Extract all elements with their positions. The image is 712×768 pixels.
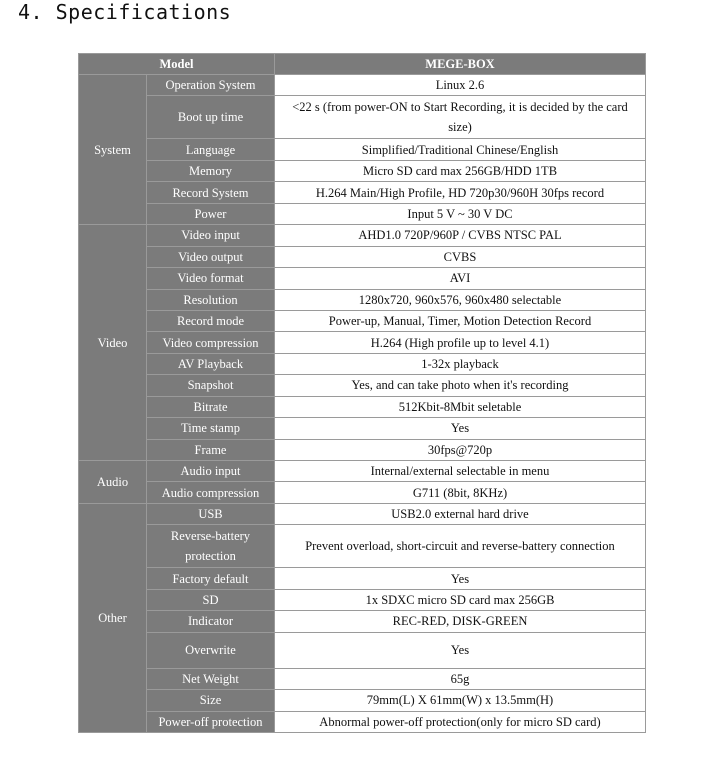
- spec-value: Yes: [275, 568, 646, 589]
- spec-value: 30fps@720p: [275, 439, 646, 460]
- spec-label: Time stamp: [147, 418, 275, 439]
- spec-label: Record System: [147, 182, 275, 203]
- group-label-other: Other: [79, 503, 147, 732]
- spec-label: Video format: [147, 268, 275, 289]
- spec-label: Net Weight: [147, 668, 275, 689]
- spec-value: Simplified/Traditional Chinese/English: [275, 139, 646, 160]
- table-row: [79, 375, 646, 396]
- spec-label: Size: [147, 690, 275, 711]
- spec-table: [78, 53, 646, 733]
- table-row: [79, 289, 646, 310]
- table-row: [79, 589, 646, 610]
- spec-label: Reverse-battery protection: [147, 525, 275, 568]
- spec-label: SD: [147, 589, 275, 610]
- group-label-video: Video: [79, 225, 147, 461]
- spec-label: Boot up time: [147, 96, 275, 139]
- table-row: [79, 503, 646, 524]
- table-row: [79, 182, 646, 203]
- spec-value: <22 s (from power-ON to Start Recording, it is decided by the card size): [275, 96, 646, 139]
- table-row: [79, 353, 646, 374]
- spec-value: H.264 (High profile up to level 4.1): [275, 332, 646, 353]
- table-row: [79, 690, 646, 711]
- spec-value: Yes, and can take photo when it's recording: [275, 375, 646, 396]
- spec-value: 65g: [275, 668, 646, 689]
- table-row: [79, 525, 646, 568]
- spec-label: Operation System: [147, 75, 275, 96]
- spec-label: AV Playback: [147, 353, 275, 374]
- spec-label: Video input: [147, 225, 275, 246]
- spec-value: Abnormal power-off protection(only for micro SD card): [275, 711, 646, 732]
- spec-value: AVI: [275, 268, 646, 289]
- table-row: [79, 225, 646, 246]
- spec-table-body: [79, 75, 646, 733]
- table-row: [79, 568, 646, 589]
- spec-label: Audio compression: [147, 482, 275, 503]
- spec-label: Language: [147, 139, 275, 160]
- table-row: [79, 268, 646, 289]
- header-model: Model: [79, 54, 275, 75]
- table-row: [79, 203, 646, 224]
- spec-value: Input 5 V ~ 30 V DC: [275, 203, 646, 224]
- table-row: [79, 482, 646, 503]
- table-row: [79, 611, 646, 632]
- table-row: [79, 711, 646, 732]
- spec-value: AHD1.0 720P/960P / CVBS NTSC PAL: [275, 225, 646, 246]
- table-row: [79, 96, 646, 139]
- table-row: [79, 396, 646, 417]
- table-header-row: [79, 54, 646, 75]
- table-row: [79, 461, 646, 482]
- table-row: [79, 160, 646, 181]
- spec-value: 1-32x playback: [275, 353, 646, 374]
- spec-value: REC-RED, DISK-GREEN: [275, 611, 646, 632]
- table-row: [79, 418, 646, 439]
- spec-value: Power-up, Manual, Timer, Motion Detection Record: [275, 310, 646, 331]
- spec-value: 512Kbit-8Mbit seletable: [275, 396, 646, 417]
- spec-label: Video compression: [147, 332, 275, 353]
- spec-value: Yes: [275, 418, 646, 439]
- table-row: [79, 668, 646, 689]
- spec-label: Power-off protection: [147, 711, 275, 732]
- spec-value: Micro SD card max 256GB/HDD 1TB: [275, 160, 646, 181]
- spec-label: Resolution: [147, 289, 275, 310]
- table-row: [79, 310, 646, 331]
- section-heading: 4. Specifications: [18, 0, 232, 24]
- spec-value: 1280x720, 960x576, 960x480 selectable: [275, 289, 646, 310]
- spec-value: Linux 2.6: [275, 75, 646, 96]
- spec-label: Overwrite: [147, 632, 275, 668]
- table-row: [79, 332, 646, 353]
- spec-label: Audio input: [147, 461, 275, 482]
- spec-label: Bitrate: [147, 396, 275, 417]
- spec-value: H.264 Main/High Profile, HD 720p30/960H 30fps record: [275, 182, 646, 203]
- spec-label: Frame: [147, 439, 275, 460]
- spec-label: Indicator: [147, 611, 275, 632]
- spec-label: Record mode: [147, 310, 275, 331]
- spec-value: Prevent overload, short-circuit and reverse-battery connection: [275, 525, 646, 568]
- header-product: MEGE-BOX: [275, 54, 646, 75]
- group-label-audio: Audio: [79, 461, 147, 504]
- spec-label: USB: [147, 503, 275, 524]
- table-row: [79, 75, 646, 96]
- spec-label: Snapshot: [147, 375, 275, 396]
- spec-value: Internal/external selectable in menu: [275, 461, 646, 482]
- spec-label: Video output: [147, 246, 275, 267]
- spec-value: G711 (8bit, 8KHz): [275, 482, 646, 503]
- spec-value: 79mm(L) X 61mm(W) x 13.5mm(H): [275, 690, 646, 711]
- table-row: [79, 139, 646, 160]
- spec-label: Factory default: [147, 568, 275, 589]
- spec-value: 1x SDXC micro SD card max 256GB: [275, 589, 646, 610]
- spec-label: Memory: [147, 160, 275, 181]
- table-row: [79, 632, 646, 668]
- group-label-system: System: [79, 75, 147, 225]
- table-row: [79, 439, 646, 460]
- spec-value: Yes: [275, 632, 646, 668]
- spec-value: CVBS: [275, 246, 646, 267]
- table-row: [79, 246, 646, 267]
- spec-label: Power: [147, 203, 275, 224]
- spec-value: USB2.0 external hard drive: [275, 503, 646, 524]
